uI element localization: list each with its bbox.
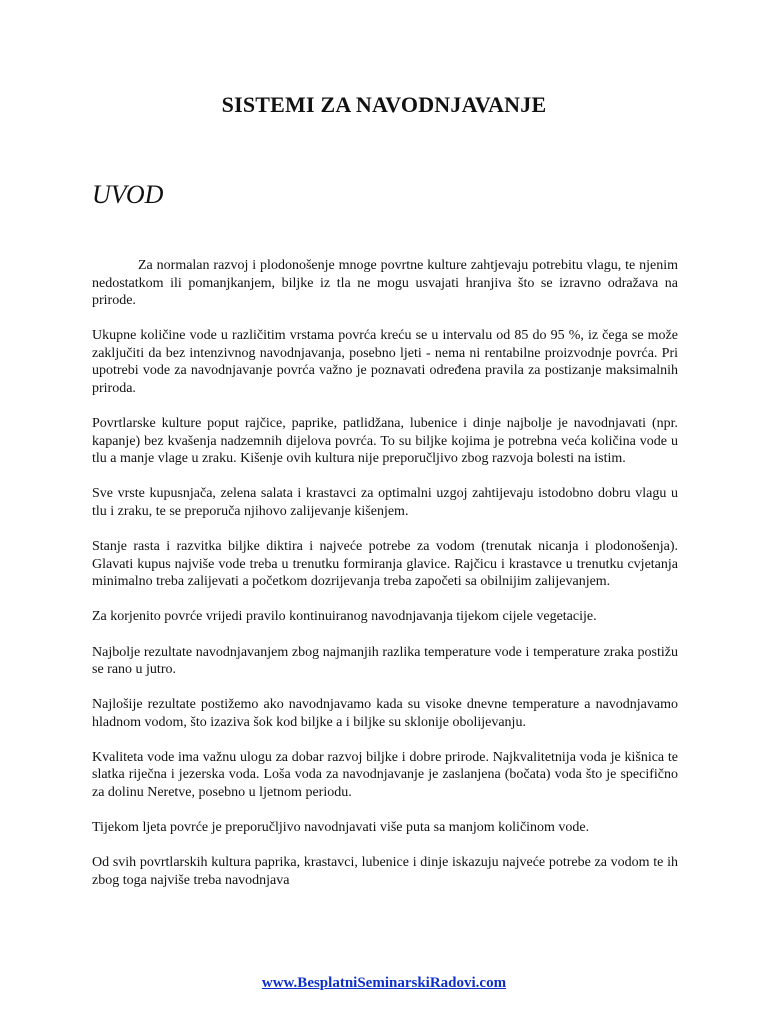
body-text <box>92 257 678 907</box>
paragraph: Tijekom ljeta povrće je preporučljivo navodnjavati više puta sa manjom količinom vode. <box>92 820 590 836</box>
document-title: SISTEMI ZA NAVODNJAVANJE <box>221 92 547 117</box>
paragraph: Za normalan razvoj i plodonošenje mnoge povrtne kulture zahtjevaju potrebitu vlagu, te njenim nedostatkom ili pomanjkanjem, biljke iz tla ne mogu usvajati hranjiva što se izravno odražava na prirode. <box>92 258 678 309</box>
paragraph: Najbolje rezultate navodnjavanjem zbog najmanjih razlika temperature vode i temperature zraka postižu se rano u jutro. <box>92 644 678 678</box>
paragraph: Sve vrste kupusnjača, zelena salata i krastavci za optimalni uzgoj zahtijevaju istodobno dobru vlagu u tlu i zraku, te se preporuča njihovo zalijevanje kišenjem. <box>92 486 678 520</box>
paragraph: Za korjenito povrće vrijedi pravilo kontinuiranog navodnjavanja tijekom cijele vegetacije. <box>92 609 597 625</box>
section-heading-uvod: UVOD <box>92 180 164 209</box>
paragraph: Kvaliteta vode ima važnu ulogu za dobar razvoj biljke i dobre prirode. Najkvalitetnija voda je kišnica te slatka riječna i jezerska voda. Loša voda za navodnjavanje je zaslanjena (bočata) voda što je specifično za dolinu Neretve, posebno u ljetnom periodu. <box>92 749 678 801</box>
paragraph: Povrtlarske kulture poput rajčice, paprike, patlidžana, lubenice i dinje najbolje je navodnjavati (npr. kapanje) bez kvašenja nadzemnih dijelova povrća. To su biljke kojima je potrebna veća količina vode u tlu a manje vlage u zraku. Kišenje ovih kultura nije preporučljivo zbog razvoja bolesti na istim. <box>92 416 678 467</box>
paragraph: Najlošije rezultate postižemo ako navodnjavamo kada su visoke dnevne temperature a navodnjavamo hladnom vodom, što izaziva šok kod biljke a i biljke su sklonije obolijevanju. <box>92 697 678 730</box>
paragraph: Stanje rasta i razvitka biljke diktira i najveće potrebe za vodom (trenutak nicanja i plodonošenja). Glavati kupus najviše vode treba u trenutku formiranja glavice. Rajčicu i krastavce u trenutku cvjetanja minimalno treba zalijevati a početkom dozrijevanja treba započeti sa obilnijim zalijevanjem. <box>92 539 678 590</box>
paragraph: Ukupne količine vode u različitim vrstama povrća kreću se u intervalu od 85 do 95 %, iz čega se može zaključiti da bez intenzivnog navodnjavanja, posebno ljeti - nema ni rentabilne proizvodnje povrća. Pri upotrebi vode za navodnjavanje povrća važno je poznavati određena pravila za postizanje maksimalnih priroda. <box>92 328 678 397</box>
paragraph: Od svih povrtlarskih kultura paprika, krastavci, lubenice i dinje iskazuju najveće potrebe za vodom te ih zbog toga najviše treba navodnjava <box>92 855 678 888</box>
footer-website-link[interactable]: www.BesplatniSeminarskiRadovi.com <box>261 975 507 991</box>
